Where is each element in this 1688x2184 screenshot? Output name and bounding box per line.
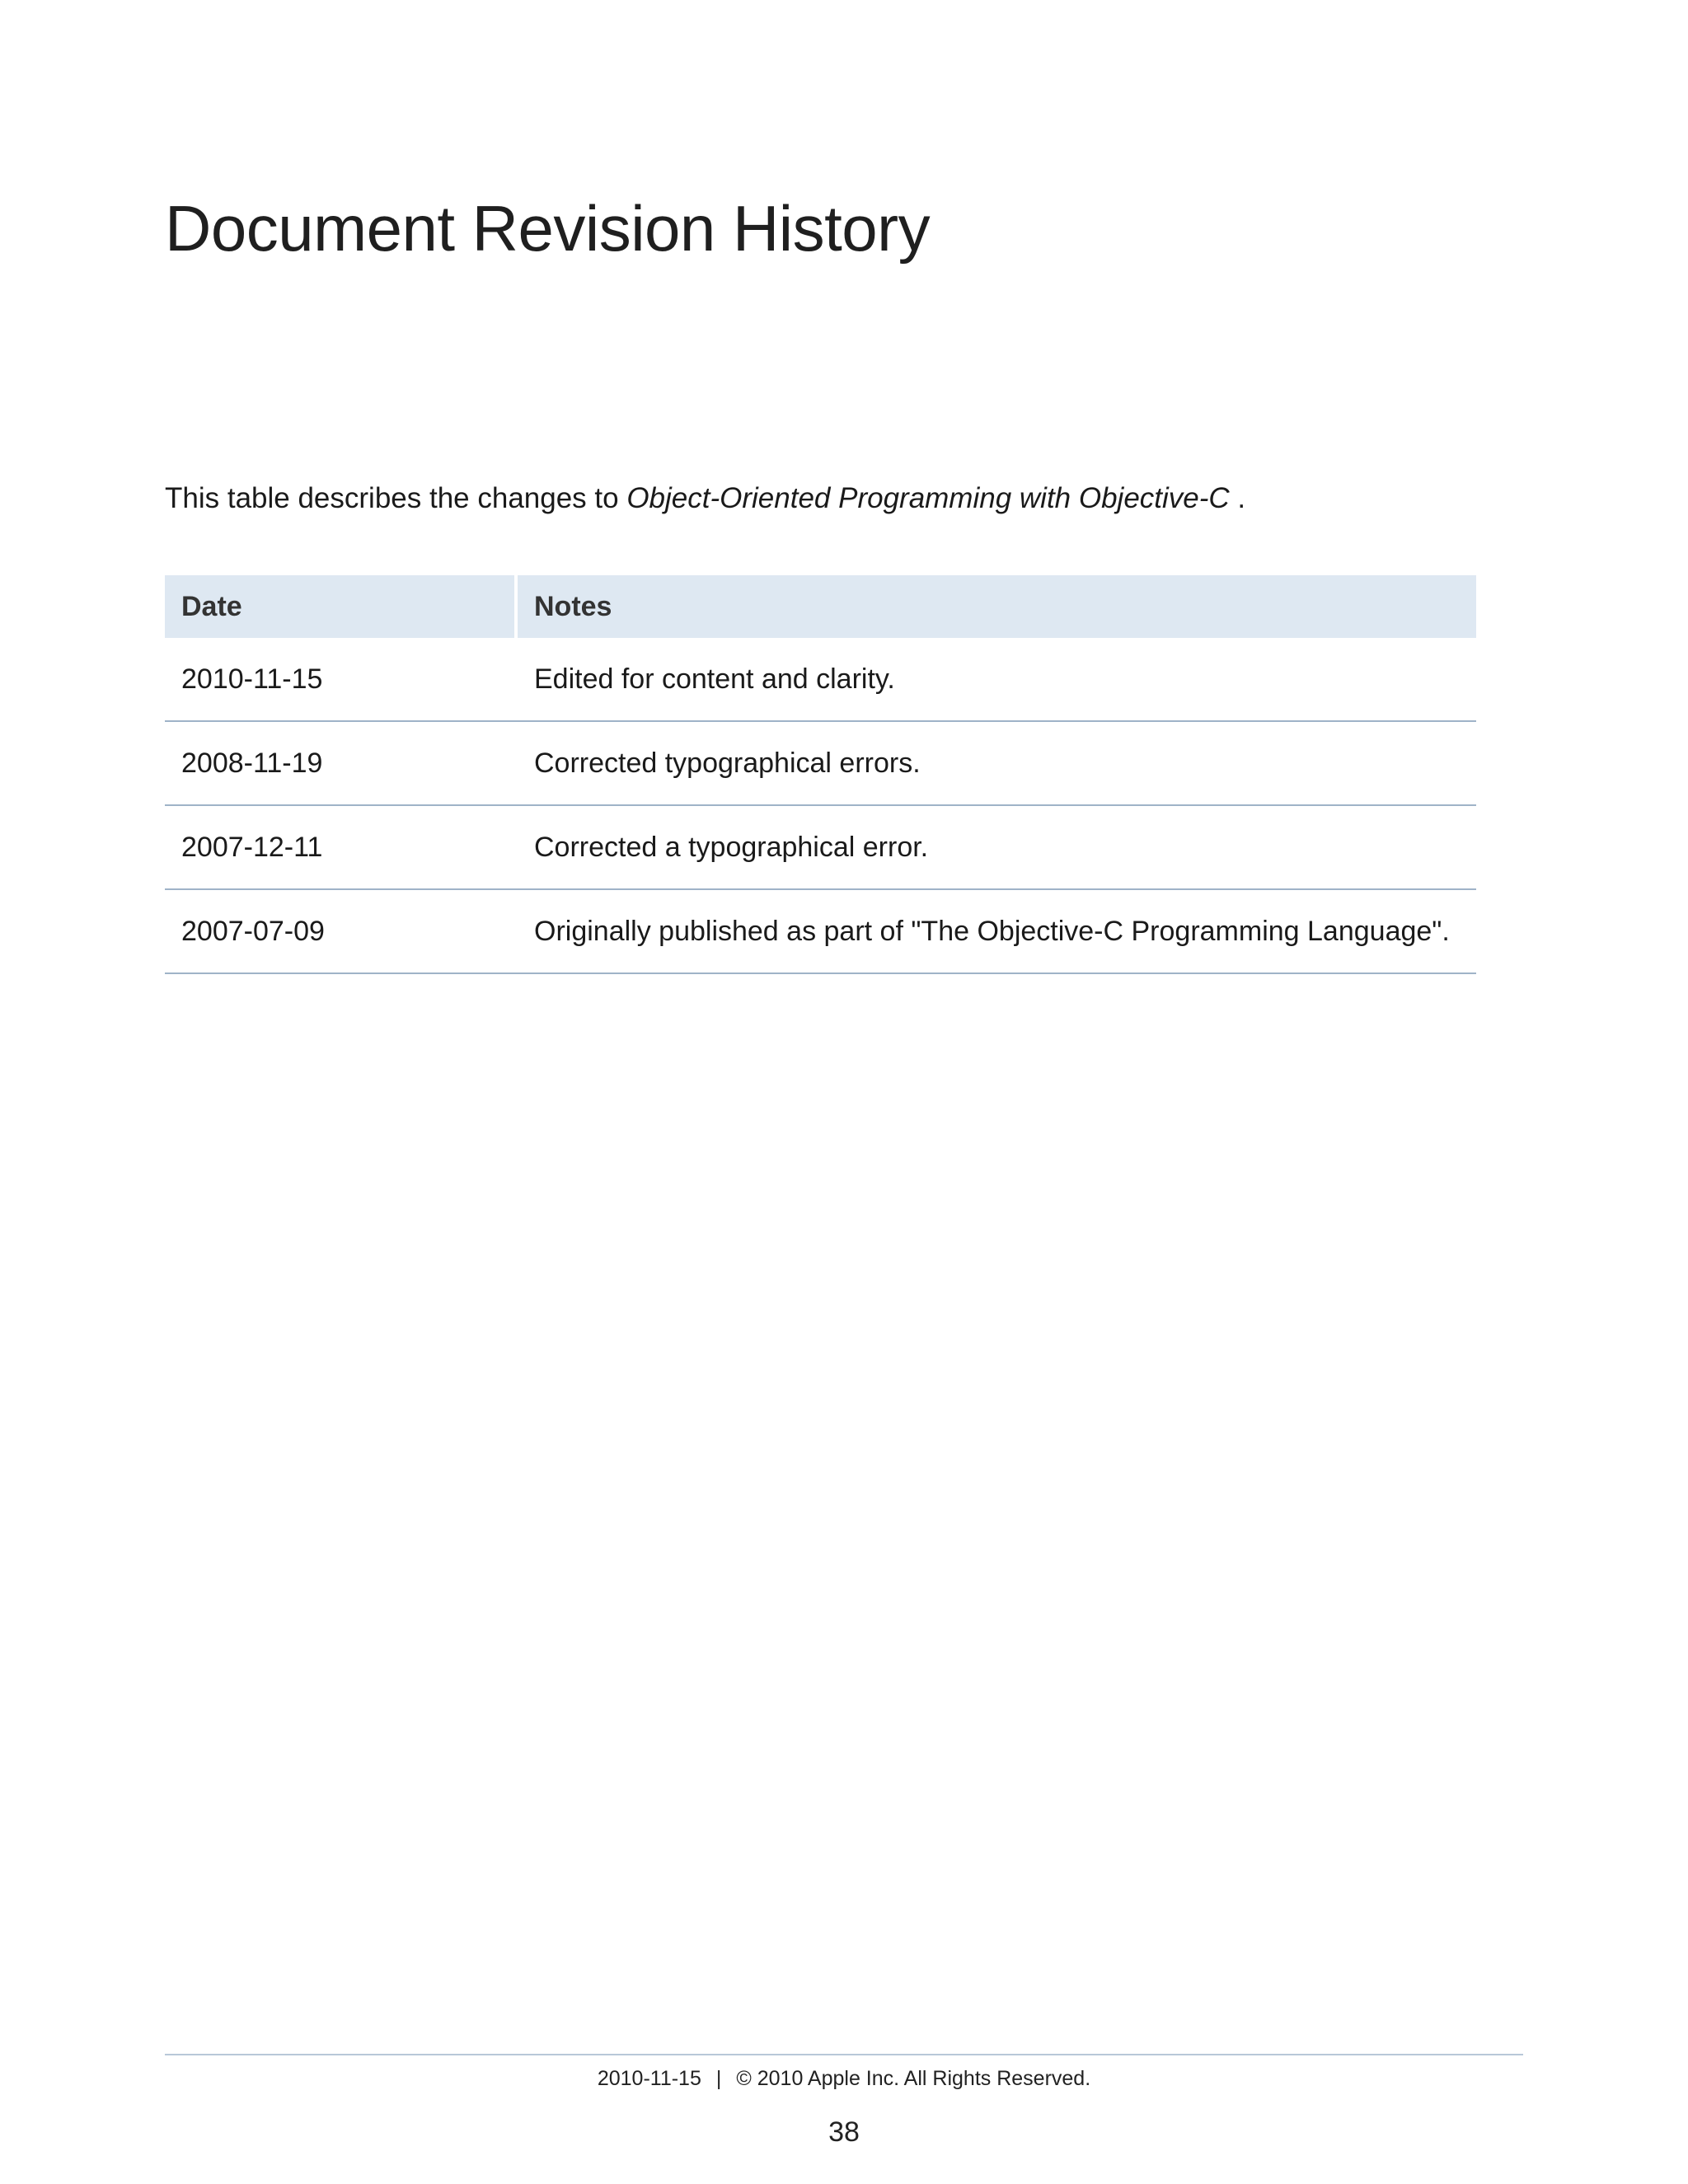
table-header-row <box>165 575 1476 638</box>
row-date: 2008-11-19 <box>165 721 516 805</box>
row-date: 2010-11-15 <box>165 638 516 721</box>
page-number: 38 <box>828 2116 860 2148</box>
table-row <box>165 805 1476 889</box>
intro-prefix: This table describes the changes to <box>165 482 627 514</box>
footer-date: 2010-11-15 <box>597 2067 701 2090</box>
table-row <box>165 721 1476 805</box>
row-date: 2007-12-11 <box>165 805 516 889</box>
table-row <box>165 889 1476 973</box>
table-row <box>165 638 1476 721</box>
date-column-header: Date <box>165 575 516 638</box>
intro-paragraph <box>165 482 1245 515</box>
footer-divider <box>165 2054 1523 2055</box>
notes-column-header: Notes <box>516 575 1476 638</box>
page-title: Document Revision History <box>165 192 931 265</box>
intro-suffix: . <box>1229 482 1246 514</box>
row-date: 2007-07-09 <box>165 889 516 973</box>
page-footer <box>0 2067 1688 2091</box>
row-notes: Originally published as part of "The Objective-C Programming Language". <box>516 889 1476 973</box>
revision-history-table <box>165 575 1476 974</box>
intro-doc-title: Object-Oriented Programming with Objective-C <box>626 482 1230 514</box>
row-notes: Edited for content and clarity. <box>516 638 1476 721</box>
row-notes: Corrected typographical errors. <box>516 721 1476 805</box>
footer-separator: | <box>715 2067 722 2090</box>
row-notes: Corrected a typographical error. <box>516 805 1476 889</box>
footer-copyright: © 2010 Apple Inc. All Rights Reserved. <box>736 2067 1091 2090</box>
